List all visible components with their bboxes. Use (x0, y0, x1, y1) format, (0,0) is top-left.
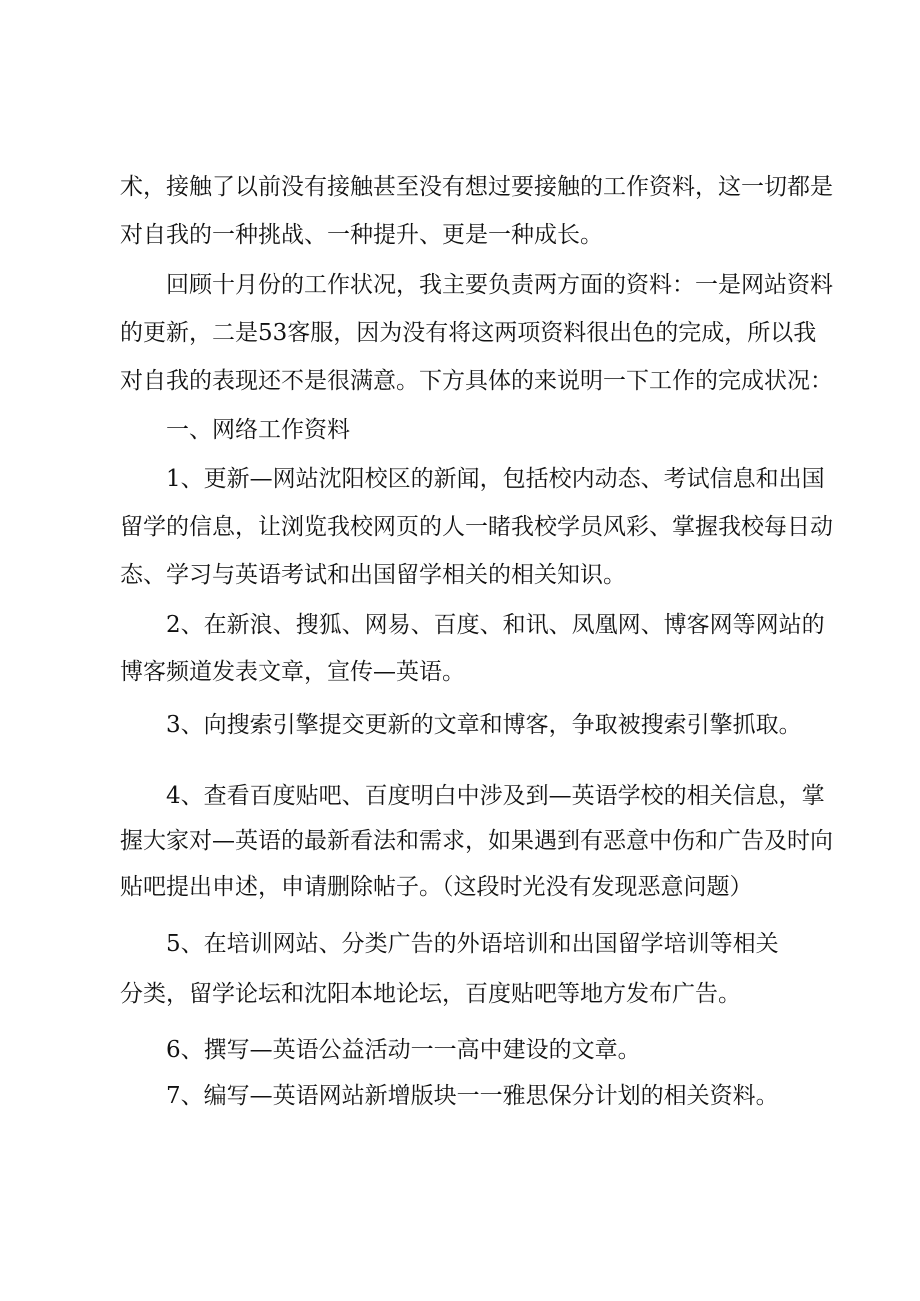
text-line: 握大家对—英语的最新看法和需求，如果遇到有恶意中伤和广告及时向 (120, 828, 833, 854)
text-line: 的更新，二是53客服，因为没有将这两项资料很出色的完成，所以我 (120, 320, 817, 346)
text-line: 对自我的表现还不是很满意。下方具体的来说明一下工作的完成状况： (120, 368, 833, 394)
text-line: 5、在培训网站、分类广告的外语培训和出国留学培训等相关 (166, 931, 779, 957)
text-line: 3、向搜索引擎提交更新的文章和博客，争取被搜索引擎抓取。 (166, 712, 802, 738)
text-line: 回顾十月份的工作状况，我主要负责两方面的资料：一是网站资料 (166, 272, 833, 298)
text-line: 对自我的一种挑战、一种提升、更是一种成长。 (120, 222, 603, 248)
text-line: 贴吧提出申述，申请删除帖子。（这段时光没有发现恶意问题） (120, 874, 753, 900)
text-line: 6、撰写—英语公益活动一一高中建设的文章。 (166, 1037, 641, 1063)
text-line: 2、在新浪、搜狐、网易、百度、和讯、凤凰网、博客网等网站的 (166, 612, 825, 638)
text-line: 1、更新—网站沈阳校区的新闻，包括校内动态、考试信息和出国 (166, 466, 825, 492)
text-line: 7、编写—英语网站新增版块一一雅思保分计划的相关资料。 (166, 1083, 779, 1109)
text-line: 分类，留学论坛和沈阳本地论坛，百度贴吧等地方发布广告。 (120, 981, 741, 1007)
text-line: 4、查看百度贴吧、百度明白中涉及到—英语学校的相关信息，掌 (166, 783, 825, 809)
text-line: 留学的信息，让浏览我校网页的人一睹我校学员风彩、掌握我校每日动 (120, 514, 833, 540)
text-line: 态、学习与英语考试和出国留学相关的相关知识。 (120, 562, 626, 588)
section-heading: 一、网络工作资料 (166, 417, 350, 443)
text-line: 术，接触了以前没有接触甚至没有想过要接触的工作资料，这一切都是 (120, 174, 833, 200)
text-line: 博客频道发表文章，宣传—英语。 (120, 659, 465, 685)
